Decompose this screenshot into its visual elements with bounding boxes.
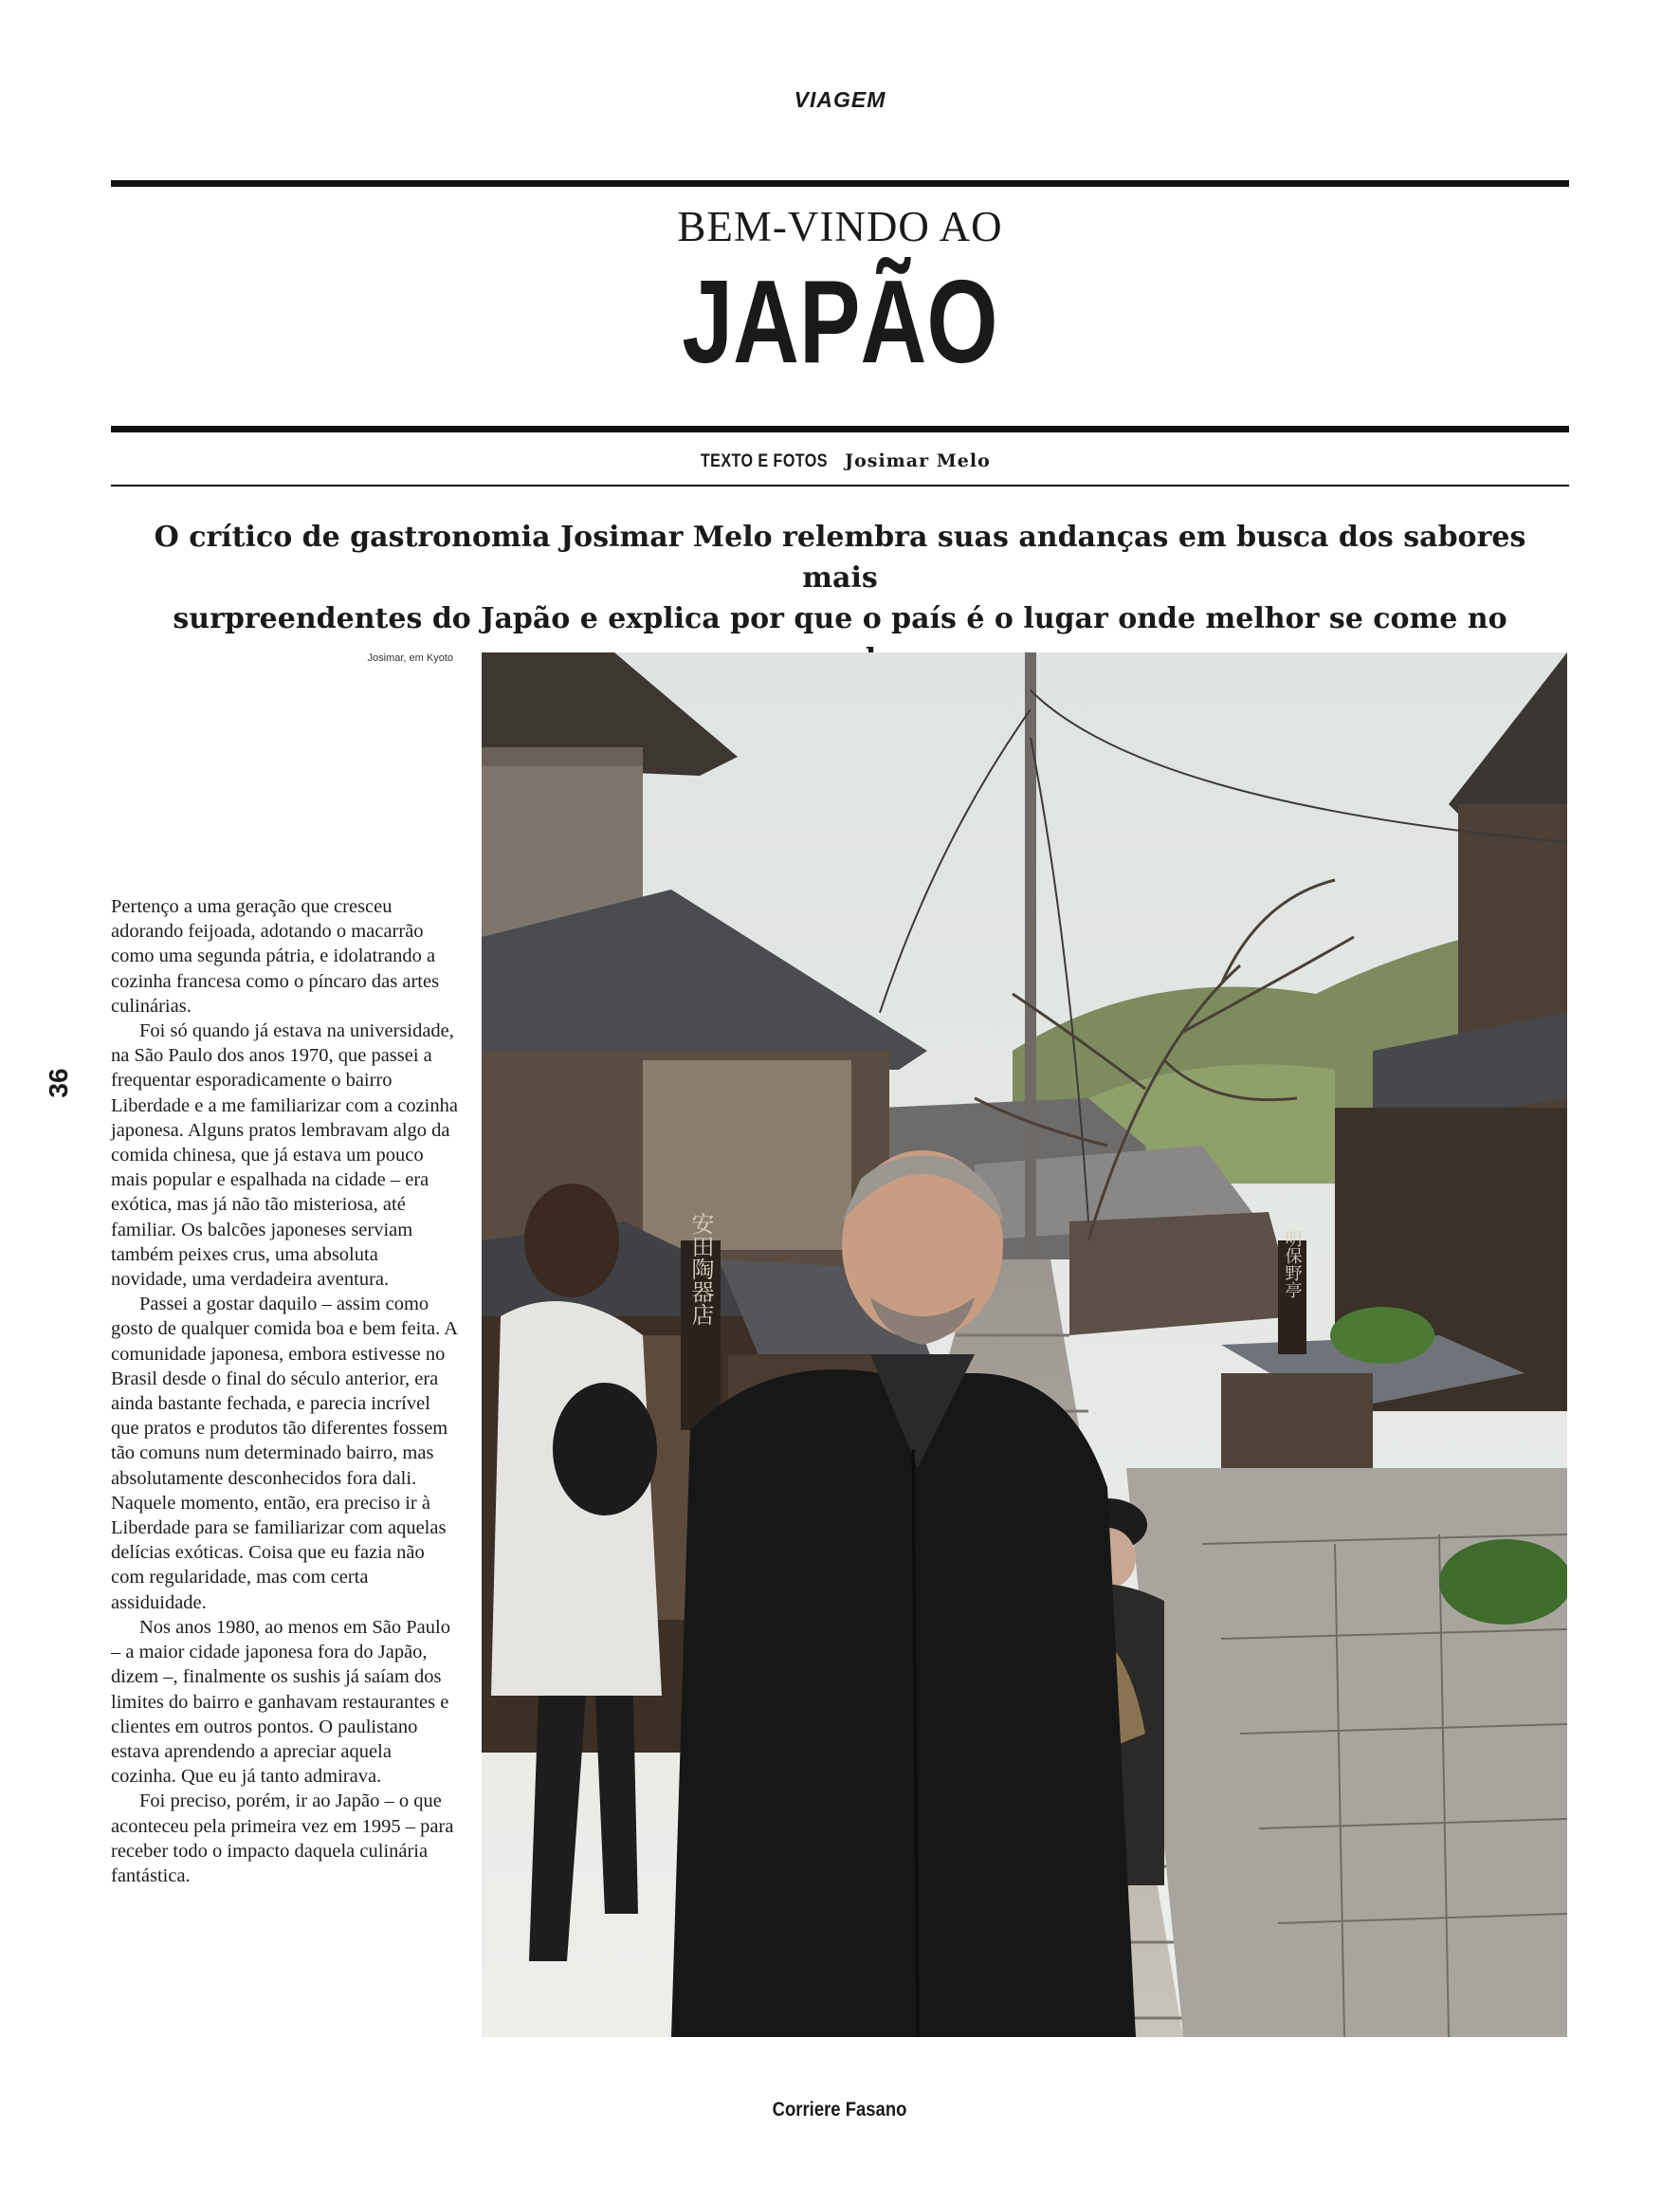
- shop-sign-right-text: 明保野亭: [1282, 1230, 1303, 1298]
- shop-sign-left-text: 安田陶器店: [687, 1212, 714, 1326]
- standfirst-line: surpreendentes do Japão e explica por que o país é o lugar onde melhor se come no: [173, 602, 1507, 635]
- page-number: [36, 1053, 74, 1110]
- body-paragraph: Nos anos 1980, ao menos em São Paulo – a maior cidade japonesa fora do Japão, dizem –, finalmente os sushis já saíam dos limites do bairro e ganhavam restaurantes e clientes em outros pontos. O paulistano estava aprendendo a apreciar aquela cozinha. Que eu já tanto admirava.: [111, 1616, 450, 1788]
- publication-name: Corriere Fasano: [773, 2099, 907, 2121]
- body-paragraph: Foi só quando já estava na universidade, na São Paulo dos anos 1970, que passei a frequentar esporadicamente o bairro Liberdade e a me familiarizar com a cozinha japonesa. Alguns pratos lembravam algo da comida chinesa, que já estava um pouco mais popular e espalhada na cidade – era exótica, mas já não tão misteriosa, até familiar. Os balcões japoneses serviam também peixes crus, uma absoluta novidade, uma verdadeira aventura.: [111, 1020, 458, 1291]
- kyoto-street-photo: [482, 652, 1567, 2037]
- headline-bottom-rule: [111, 426, 1569, 432]
- headline-kicker: BEM-VINDO AO: [677, 203, 1003, 250]
- standfirst-line: O crítico de gastronomia Josimar Melo relembra suas andanças em busca dos sabores mais: [154, 521, 1526, 595]
- body-paragraph: Passei a gostar daquilo – assim como gosto de qualquer comida boa e bem feita. A comunidade japonesa, embora estivesse no Brasil desde o final do século anterior, era ainda bastante fechada, e parecia incrível que pratos e produtos tão diferentes fossem tão comuns num determinado bairro, mas absolutamente desconhecidos fora dali. Naquele momento, então, era preciso ir à Liberdade para se familiarizar com aquelas delícias exóticas. Coisa que eu fazia não com regularidade, mas com certa assiduidade.: [111, 1294, 457, 1613]
- body-paragraph: Pertenço a uma geração que cresceu adorando feijoada, adotando o macarrão como uma segunda pátria, e idolatrando a cozinha francesa como o píncaro das artes culinárias.: [111, 896, 440, 1017]
- byline-label: TEXTO E FOTOS: [701, 451, 829, 471]
- byline-author: Josimar Melo: [845, 450, 991, 471]
- top-rule: [111, 180, 1569, 187]
- byline: [0, 450, 1680, 472]
- headline: JAPÃO: [682, 257, 998, 388]
- section-label: VIAGEM: [794, 87, 886, 112]
- publication-footer: [0, 2099, 1680, 2121]
- byline-rule: [111, 485, 1569, 487]
- article-body: [111, 894, 458, 1888]
- page-number-text: 36: [44, 1068, 73, 1098]
- photo-caption: Josimar, em Kyoto: [367, 652, 453, 664]
- body-paragraph: Foi preciso, porém, ir ao Japão – o que aconteceu pela primeira vez em 1995 – para receber todo o impacto daquela culinária fantástica.: [111, 1790, 454, 1886]
